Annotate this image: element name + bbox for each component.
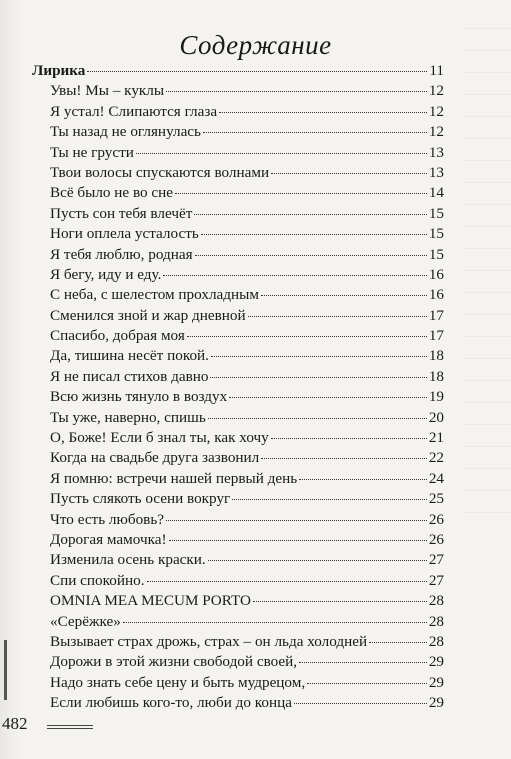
toc-entry-page: 12: [428, 123, 444, 141]
toc-entry-title: Спи спокойно.: [50, 571, 145, 589]
table-of-contents: [32, 61, 444, 714]
toc-entry-page: 27: [428, 551, 444, 569]
toc-entry[interactable]: [32, 224, 444, 244]
toc-entry[interactable]: [32, 346, 444, 366]
toc-entry[interactable]: [32, 632, 444, 652]
dot-leader: [210, 377, 426, 378]
toc-entry-title: Да, тишина несёт покой.: [50, 347, 209, 365]
dot-leader: [187, 336, 427, 337]
toc-entry[interactable]: [32, 183, 444, 203]
toc-entry-page: 13: [428, 143, 444, 161]
dot-leader: [123, 622, 427, 623]
dot-leader: [208, 418, 427, 419]
toc-entry-title: Всю жизнь тянуло в воздух: [50, 388, 228, 406]
toc-entry-title: Что есть любовь?: [50, 510, 165, 528]
dot-leader: [194, 214, 426, 215]
toc-entry-title: Твои волосы спускаются волнами: [50, 163, 270, 181]
toc-entry-page: 22: [428, 449, 444, 467]
toc-entry[interactable]: [32, 652, 444, 672]
toc-entry-page: 28: [428, 612, 444, 630]
toc-entry-page: 17: [428, 327, 444, 345]
toc-entry[interactable]: [32, 530, 444, 550]
toc-entry[interactable]: [32, 428, 444, 448]
dot-leader: [299, 479, 427, 480]
toc-entry-page: 28: [428, 592, 444, 610]
dot-leader: [261, 458, 427, 459]
toc-entry-title: Ноги оплела усталость: [50, 225, 199, 243]
toc-entry-page: 21: [428, 429, 444, 447]
page-title: Содержание: [179, 30, 332, 60]
toc-entry-page: 24: [428, 469, 444, 487]
toc-entry[interactable]: [32, 550, 444, 570]
toc-entry-title: Ты не грусти: [50, 143, 134, 161]
dot-leader: [299, 662, 427, 663]
toc-entry-page: 12: [428, 102, 444, 120]
footer-rule: [47, 725, 93, 726]
toc-entry-title: Всё было не во сне: [50, 184, 174, 202]
toc-entry[interactable]: [32, 367, 444, 387]
dot-leader: [201, 234, 427, 235]
toc-entry-page: 18: [428, 347, 444, 365]
toc-entry[interactable]: [32, 265, 444, 285]
toc-entry-title: О, Боже! Если б знал ты, как хочу: [50, 429, 269, 447]
toc-entry-title: Изменила осень краски.: [50, 551, 206, 569]
dot-leader: [166, 520, 427, 521]
toc-section-row[interactable]: [32, 61, 444, 81]
facing-page-bleed: [462, 28, 511, 528]
toc-items: [32, 81, 444, 713]
toc-entry[interactable]: [32, 204, 444, 224]
toc-entry-page: 16: [428, 265, 444, 283]
dot-leader: [253, 601, 427, 602]
toc-entry-title: Ты уже, наверно, спишь: [50, 408, 206, 426]
toc-entry-page: 15: [428, 245, 444, 263]
toc-entry-page: 13: [428, 163, 444, 181]
toc-entry-page: 14: [428, 184, 444, 202]
toc-entry[interactable]: [32, 122, 444, 142]
toc-entry-page: 15: [428, 204, 444, 222]
page-number: 482: [2, 714, 28, 733]
dot-leader: [87, 71, 427, 72]
dot-leader: [211, 356, 427, 357]
toc-entry-title: Если любишь кого-то, люби до конца: [50, 694, 292, 712]
toc-section-page: 11: [429, 62, 444, 79]
toc-entry-title: Я бегу, иду и еду.: [50, 265, 162, 283]
toc-entry[interactable]: [32, 489, 444, 509]
dot-leader: [169, 540, 427, 541]
page-edge-mark: [0, 640, 7, 700]
toc-entry-title: OMNIA MEA MECUM PORTO: [50, 592, 251, 610]
dot-leader: [136, 153, 427, 154]
toc-entry[interactable]: [32, 612, 444, 632]
toc-entry-title: Вызывает страх дрожь, страх – он льда холодней: [50, 632, 368, 650]
toc-entry-title: Я устал! Слипаются глаза: [50, 102, 218, 120]
toc-entry-title: Когда на свадьбе друга зазвонил: [50, 449, 260, 467]
toc-entry-title: Пусть сон тебя влечёт: [50, 204, 193, 222]
toc-entry-title: Ты назад не оглянулась: [50, 123, 201, 141]
dot-leader: [147, 581, 427, 582]
toc-entry-title: «Серёжке»: [50, 612, 121, 630]
toc-entry-page: 26: [428, 510, 444, 528]
dot-leader: [261, 295, 427, 296]
toc-entry[interactable]: [32, 673, 444, 693]
toc-entry-page: 28: [428, 632, 444, 650]
toc-entry[interactable]: [32, 163, 444, 183]
dot-leader: [203, 132, 427, 133]
dot-leader: [229, 397, 427, 398]
toc-entry[interactable]: [32, 510, 444, 530]
dot-leader: [163, 275, 426, 276]
toc-entry-title: Дорожи в этой жизни свободой своей,: [50, 653, 298, 671]
toc-entry[interactable]: [32, 408, 444, 428]
toc-entry[interactable]: [32, 469, 444, 489]
toc-entry-page: 25: [428, 490, 444, 508]
dot-leader: [219, 112, 427, 113]
toc-entry[interactable]: [32, 591, 444, 611]
toc-entry[interactable]: [32, 693, 444, 713]
toc-entry[interactable]: [32, 81, 444, 101]
toc-entry-page: 17: [428, 306, 444, 324]
dot-leader: [175, 193, 427, 194]
toc-entry-title: Я тебя люблю, родная: [50, 245, 193, 263]
toc-entry[interactable]: [32, 102, 444, 122]
toc-entry[interactable]: [32, 571, 444, 591]
dot-leader: [166, 91, 427, 92]
toc-entry-page: 20: [428, 408, 444, 426]
toc-entry-page: 19: [428, 388, 444, 406]
toc-entry-title: Надо знать себе цену и быть мудрецом,: [50, 673, 306, 691]
toc-entry-page: 29: [428, 673, 444, 691]
dot-leader: [369, 642, 427, 643]
toc-entry-title: Я не писал стихов давно: [50, 367, 209, 385]
toc-entry[interactable]: [32, 143, 444, 163]
toc-entry[interactable]: [32, 387, 444, 407]
toc-entry-title: Пусть слякоть осени вокруг: [50, 490, 231, 508]
dot-leader: [232, 499, 427, 500]
toc-entry-page: 16: [428, 286, 444, 304]
toc-entry-title: Спасибо, добрая моя: [50, 327, 185, 345]
dot-leader: [271, 438, 427, 439]
toc-entry-page: 15: [428, 225, 444, 243]
toc-entry-title: Я помню: встречи нашей первый день: [50, 469, 298, 487]
dot-leader: [271, 173, 427, 174]
toc-entry-page: 29: [428, 694, 444, 712]
toc-entry-title: Увы! Мы – куклы: [50, 82, 165, 100]
toc-entry-page: 27: [428, 571, 444, 589]
toc-entry-page: 18: [428, 367, 444, 385]
toc-entry-page: 12: [428, 82, 444, 100]
dot-leader: [294, 703, 427, 704]
toc-entry[interactable]: [32, 285, 444, 305]
dot-leader: [248, 316, 427, 317]
dot-leader: [307, 683, 427, 684]
toc-entry[interactable]: [32, 326, 444, 346]
footer-rule: [47, 728, 93, 729]
toc-section-title: Лирика: [32, 62, 86, 79]
toc-entry-title: С неба, с шелестом прохладным: [50, 286, 259, 304]
toc-entry[interactable]: [32, 245, 444, 265]
toc-entry-title: Сменился зной и жар дневной: [50, 306, 246, 324]
dot-leader: [208, 560, 427, 561]
toc-entry-title: Дорогая мамочка!: [50, 530, 167, 548]
toc-entry-page: 26: [428, 530, 444, 548]
dot-leader: [195, 255, 427, 256]
toc-entry[interactable]: [32, 306, 444, 326]
toc-entry-page: 29: [428, 653, 444, 671]
toc-entry[interactable]: [32, 448, 444, 468]
